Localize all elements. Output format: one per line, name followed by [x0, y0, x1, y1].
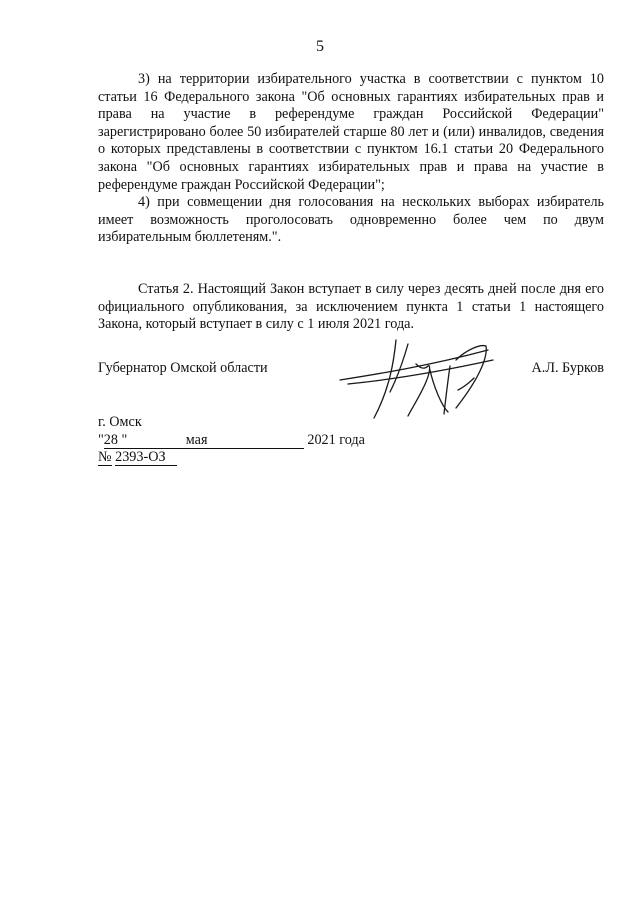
place-date-block [98, 414, 365, 467]
handwritten-signature [338, 330, 498, 425]
number-prefix: № [98, 449, 112, 466]
date-line [98, 432, 365, 450]
law-text [98, 71, 604, 334]
year-text: 2021 года [307, 431, 365, 448]
city-line: г. Омск [98, 414, 142, 430]
day-open-quote: " [98, 431, 104, 448]
number-line [98, 449, 365, 467]
day-field [104, 433, 164, 449]
day-value: 28 [103, 431, 118, 448]
paragraph-item-3: 3) на территории избирательного участка в соответствии с пунктом 10 статьи 16 Федерального закона "Об основных гарантиях избирательных прав и права на участие в референдуме граждан Российской Федерации" зарегистрировано более 50 избирателей старше 80 лет и (или) инвалидов, сведения о которых представлены в соответствии с пунктом 16.1 статьи 20 Федерального закона "Об основных гарантиях избирательных прав и права на участие в референдуме граждан Российской Федерации"; [98, 71, 604, 193]
day-close-quote: " [121, 431, 128, 448]
law-number: 2393-ОЗ [115, 450, 177, 466]
governor-title: Губернатор Омской области [98, 360, 268, 376]
page-number: 5 [316, 38, 324, 55]
governor-name: А.Л. Бурков [531, 360, 604, 376]
month-field [164, 433, 304, 449]
paragraph-article-2: Статья 2. Настоящий Закон вступает в силу через десять дней после дня его официального опубликования, за исключением пункта 1 статьи 1 настоящего Закона, который вступает в силу с 1 июля 2021 года. [98, 280, 604, 333]
month-value: мая [185, 431, 208, 448]
paragraph-item-4: 4) при совмещении дня голосования на нескольких выборах избиратель имеет возможность проголосовать одновременно более чем по двум избирательным бюллетеням.". [98, 194, 604, 246]
